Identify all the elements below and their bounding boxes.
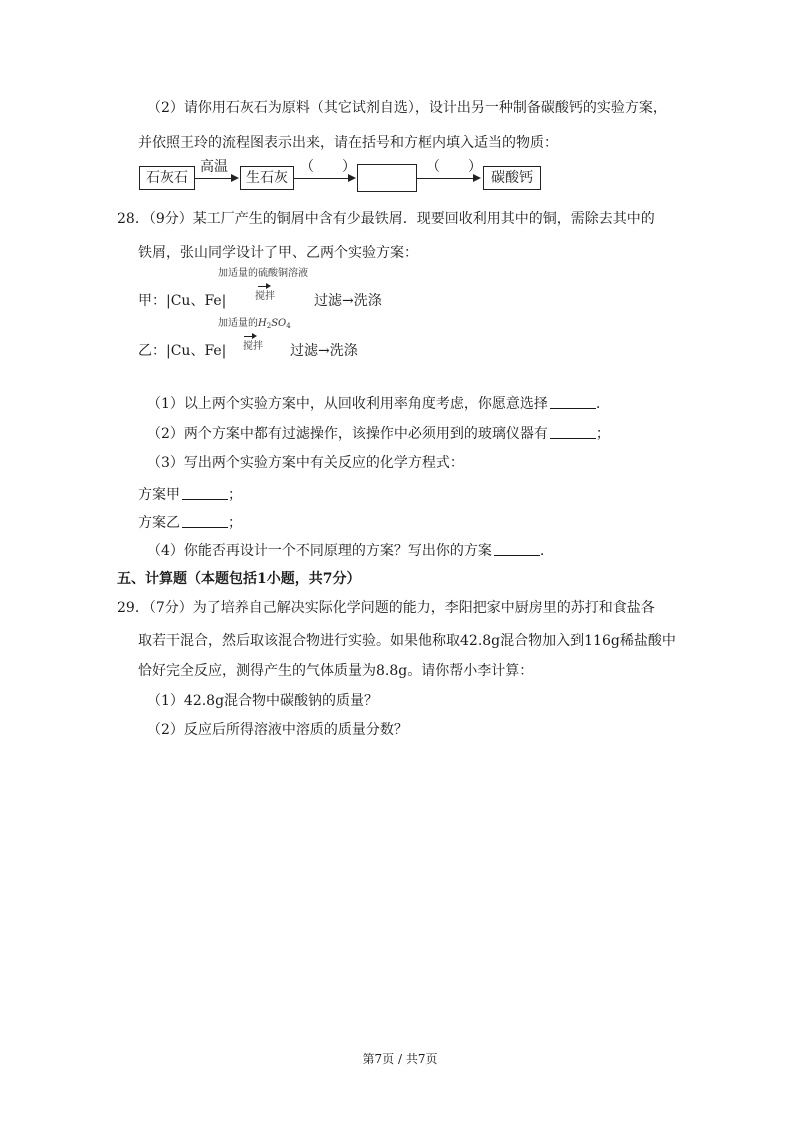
flow-paren2: （ ） — [426, 159, 482, 175]
q29-sub1: （1）42.8g混合物中碳酸钠的质量？ — [147, 693, 379, 709]
flow-arrow3 — [417, 178, 473, 179]
flow-arrow3-head — [473, 174, 481, 182]
answer-blank[interactable] — [550, 424, 596, 439]
planA-arrow-head — [266, 283, 271, 289]
flow-arrow2-head — [348, 174, 356, 182]
q28-sub2: （2）两个方案中都有过滤操作，该操作中必须用到的玻璃仪器有 ； — [147, 426, 610, 442]
planB-prefix: 乙：|Cu、Fe| — [138, 343, 227, 359]
planB-arrow-bottom: 搅拌 — [243, 341, 263, 352]
q28-sub3: （3）写出两个实验方案中有关反应的化学方程式： — [147, 455, 464, 471]
q29-line2: 取若干混合，然后取该混合物进行实验。如果他称取42.8g混合物加入到116g稀盐酸中 — [138, 633, 676, 649]
flow-box-blank — [357, 164, 417, 192]
flow-arrow1-label: 高温 — [200, 159, 228, 175]
q28-line2: 铁屑，张山同学设计了甲、乙两个实验方案： — [138, 245, 418, 261]
q29-line3: 恰好完全反应，测得产生的气体质量为8.8g。请你帮小李计算： — [138, 663, 534, 679]
q28-sub4: （4）你能否再设计一个不同原理的方案？写出你的方案 . — [147, 543, 545, 559]
planA-arrow — [258, 286, 266, 287]
q29-sub2: （2）反应后所得溶液中溶质的质量分数？ — [147, 722, 408, 738]
q27-part2-line1: （2）请你用石灰石为原料（其它试剂自选），设计出另一种制备碳酸钙的实验方案， — [147, 100, 667, 116]
answer-blank[interactable] — [182, 485, 228, 500]
q28-sub1: （1）以上两个实验方案中，从回收利用率角度考虑，你愿意选择 . — [147, 396, 601, 412]
planA-arrow-top: 加适量的硫酸铜溶液 — [218, 268, 308, 279]
page-footer: 第7页 / 共7页 — [362, 1052, 438, 1066]
flow-box-calcium-carbonate: 碳酸钙 — [483, 166, 541, 190]
q28-planA-eq: 方案甲 ； — [138, 487, 242, 503]
answer-blank[interactable] — [494, 541, 540, 556]
q29-line1: 29．（7分）为了培养自己解决实际化学问题的能力，李阳把家中厨房里的苏打和食盐各 — [117, 600, 655, 616]
flow-paren1: （ ） — [300, 159, 356, 175]
planB-suffix: 过滤→洗涤 — [290, 343, 358, 359]
flow-arrow1 — [195, 178, 231, 179]
flow-box-quicklime: 生石灰 — [240, 166, 294, 190]
planB-arrow-head — [252, 333, 257, 339]
planA-prefix: 甲：|Cu、Fe| — [138, 293, 227, 309]
planB-arrow-top: 加适量的$H_2SO_4$ — [218, 318, 291, 330]
section5-heading: 五、计算题（本题包括1小题，共7分） — [117, 571, 361, 587]
planA-suffix: 过滤→洗涤 — [314, 293, 382, 309]
q28-planB-eq: 方案乙 ； — [138, 515, 242, 531]
q28-line1: 28．（9分）某工厂产生的铜屑中含有少最铁屑．现要回收利用其中的铜，需除去其中的 — [117, 211, 655, 227]
flow-arrow2 — [294, 178, 348, 179]
q27-part2-line2: 并依照王玲的流程图表示出来，请在括号和方框内填入适当的物质： — [138, 135, 558, 151]
answer-blank[interactable] — [550, 394, 596, 409]
flow-arrow1-head — [231, 174, 239, 182]
flow-box-limestone: 石灰石 — [139, 166, 195, 190]
planB-arrow — [244, 336, 252, 337]
answer-blank[interactable] — [182, 513, 228, 528]
planA-arrow-bottom: 搅拌 — [255, 291, 275, 302]
